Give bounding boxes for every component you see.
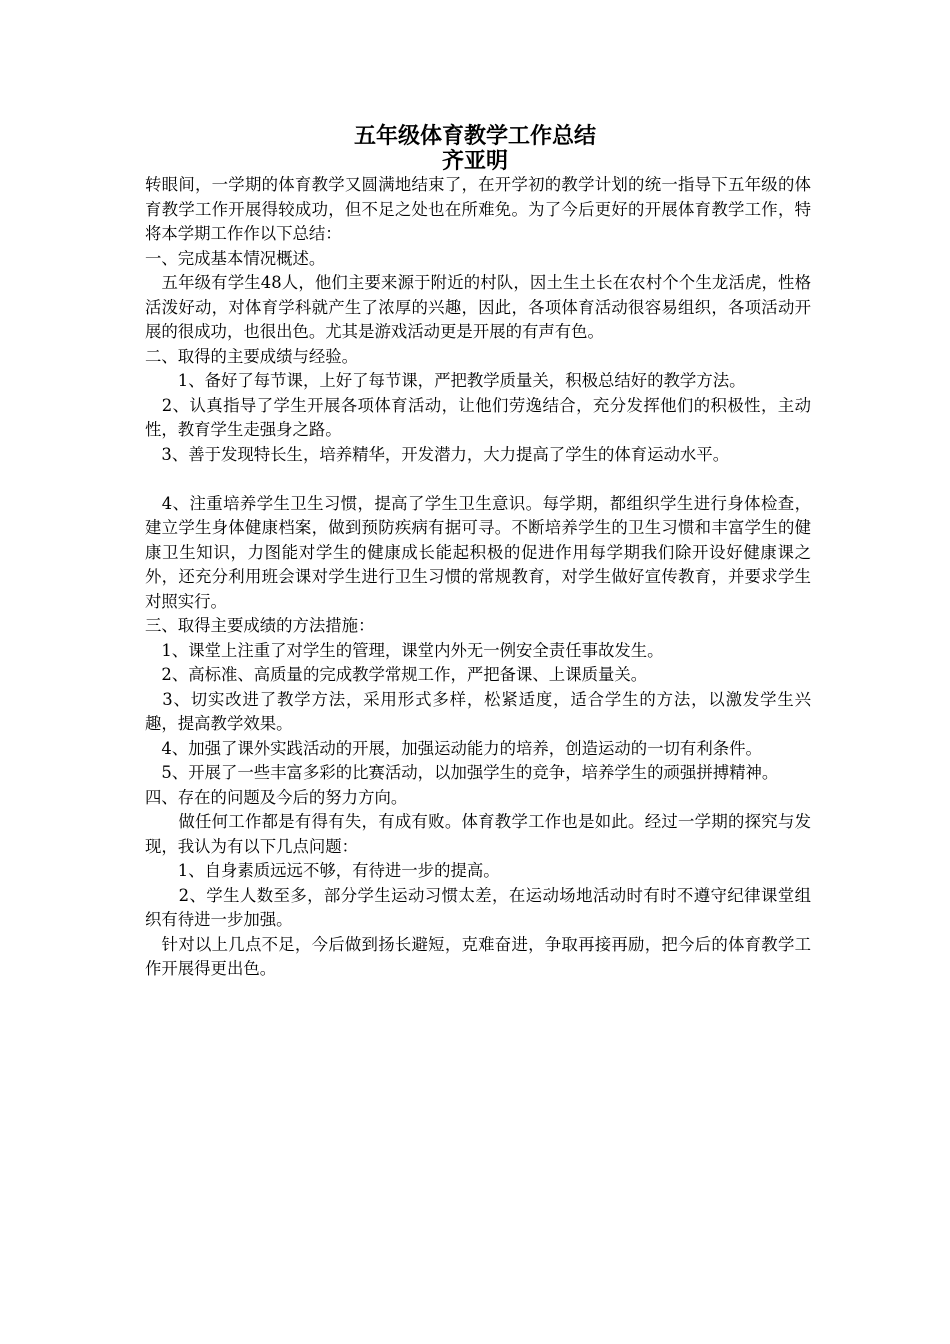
list-item: 3、善于发现特长生，培养精华，开发潜力，大力提高了学生的体育运动水平。 <box>145 444 730 464</box>
list-item: 2、认真指导了学生开展各项体育活动，让他们劳逸结合，充分发挥他们的积极性，主动性，教育学生走强身之路。 <box>145 395 811 439</box>
paragraph-conclusion: 针对以上几点不足，今后做到扬长避短，克难奋进，争取再接再励，把今后的体育教学工作开展得更出色。 <box>145 934 811 978</box>
paragraph: 五年级有学生48人，他们主要来源于附近的村队，因土生土长在农村个个生龙活虎，性格活泼好动，对体育学科就产生了浓厚的兴趣，因此，各项体育活动很容易组织，各项活动开展的很成功，也很出色。尤其是游戏活动更是开展的有声有色。 <box>145 273 811 341</box>
list-item: 4、注重培养学生卫生习惯，提高了学生卫生意识。每学期，都组织学生进行身体检查，建立学生身体健康档案，做到预防疾病有据可寻。不断培养学生的卫生习惯和丰富学生的健康卫生知识，力图能对学生的健康成长能起积极的促进作用每学期我们除开设好健康课之外，还充分利用班会课对学生进行卫生习惯的常规教育，对学生做好宣传教育，并要求学生对照实行。 <box>145 493 811 611</box>
document-body <box>145 173 811 982</box>
blank-line <box>145 467 811 492</box>
list-item: 3、切实改进了教学方法，采用形式多样，松紧适度，适合学生的方法，以激发学生兴趣，提高教学效果。 <box>145 689 811 733</box>
section-heading-2: 二、取得的主要成绩与经验。 <box>145 346 359 366</box>
section-heading-4: 四、存在的问题及今后的努力方向。 <box>145 787 408 807</box>
list-item: 1、备好了每节课，上好了每节课，严把教学质量关，积极总结好的教学方法。 <box>145 371 746 390</box>
section-heading-3: 三、取得主要成绩的方法措施： <box>145 616 375 635</box>
list-item: 2、学生人数至多，部分学生运动习惯太差，在运动场地活动时有时不遵守纪律课堂组织有待进一步加强。 <box>145 885 811 929</box>
list-item: 1、自身素质远远不够，有待进一步的提高。 <box>145 861 500 880</box>
document-title: 五年级体育教学工作总结 <box>353 124 596 149</box>
paragraph-intro: 转眼间，一学期的体育教学又圆满地结束了，在开学初的教学计划的统一指导下五年级的体育教学工作开展得较成功，但不足之处也在所难免。为了今后更好的开展体育教学工作，特将本学期工作作以下总结： <box>145 175 811 243</box>
paragraph: 做任何工作都是有得有失，有成有败。体育教学工作也是如此。经过一学期的探究与发现，我认为有以下几点问题： <box>145 812 811 856</box>
list-item: 1、课堂上注重了对学生的管理，课堂内外无一例安全责任事故发生。 <box>145 640 664 660</box>
document-author: 齐亚明 <box>441 149 508 174</box>
list-item: 5、开展了一些丰富多彩的比赛活动，以加强学生的竞争，培养学生的顽强拼搏精神。 <box>145 763 779 782</box>
list-item: 4、加强了课外实践活动的开展，加强运动能力的培养，创造运动的一切有利条件。 <box>145 738 762 758</box>
section-heading-1: 一、完成基本情况概述。 <box>145 248 326 268</box>
list-item: 2、高标准、高质量的完成教学常规工作，严把备课、上课质量关。 <box>145 665 648 684</box>
